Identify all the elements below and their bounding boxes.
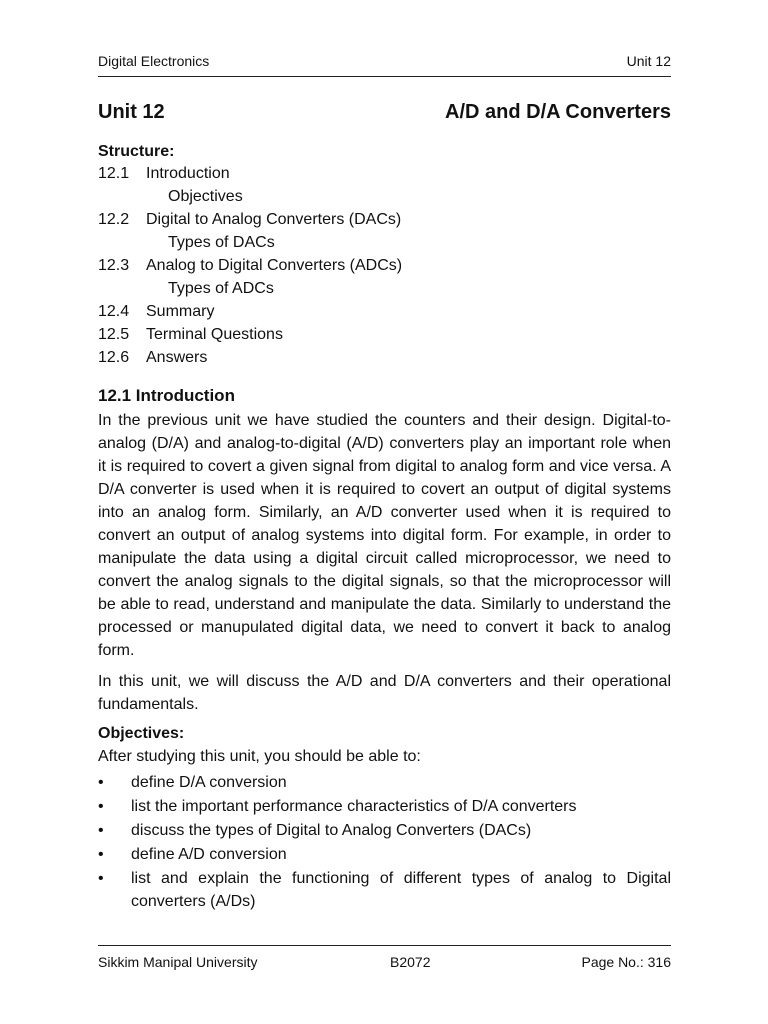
toc-item	[98, 162, 671, 185]
bullet-icon: •	[98, 774, 104, 791]
toc-label: Answers	[146, 349, 208, 366]
objective-text: list the important performance characteristics of D/A converters	[131, 798, 577, 815]
document-page	[98, 0, 671, 1024]
bullet-icon: •	[98, 870, 104, 887]
unit-title	[98, 101, 671, 124]
objectives-intro: After studying this unit, you should be able to:	[98, 748, 421, 765]
objective-text: define A/D conversion	[131, 846, 287, 863]
toc-number: 12.4	[98, 303, 130, 320]
objectives-list	[98, 771, 671, 914]
toc-number: 12.6	[98, 349, 130, 366]
list-item	[98, 771, 671, 794]
header-book-title: Digital Electronics	[98, 53, 210, 69]
header-unit-label: Unit 12	[626, 53, 671, 69]
toc-item	[98, 346, 671, 369]
footer-course-code: B2072	[390, 954, 431, 970]
list-item	[98, 843, 671, 866]
toc-number: 12.5	[98, 326, 130, 343]
toc-item	[98, 254, 671, 277]
toc-item	[98, 208, 671, 231]
objective-text: define D/A conversion	[131, 774, 287, 791]
toc-number: 12.1	[98, 165, 130, 182]
toc-label: Digital to Analog Converters (DACs)	[146, 211, 402, 228]
list-item	[98, 795, 671, 818]
toc-subitem: Types of ADCs	[168, 280, 274, 297]
intro-paragraph: In this unit, we will discuss the A/D and D/A converters and their operational fundamentals.	[98, 673, 671, 713]
toc-label: Summary	[146, 303, 215, 320]
bullet-icon: •	[98, 798, 104, 815]
intro-paragraph: In the previous unit we have studied the counters and their design. Digital-to-analog (D/A) and analog-to-digital (A/D) converters play an important role when it is required to covert a given signal from digital to analog form and vice versa. A D/A converter is used when it is required to covert an output of digital systems into an analog form. Similarly, an A/D converter used when it is required to convert an output of analog systems into digital form. For example, in order to manipulate the data using a digital circuit called microprocessor, we need to convert the analog signals to the digital signals, so that the microprocessor will be able to read, understand and manipulate the data. Similarly to understand the processed or manupulated digital data, we need to convert it back to analog form.	[98, 412, 671, 659]
bullet-icon: •	[98, 846, 104, 863]
section-heading-introduction: 12.1 Introduction	[98, 386, 235, 405]
toc-subitem: Types of DACs	[168, 234, 275, 251]
footer-divider	[98, 945, 671, 946]
structure-heading: Structure:	[98, 143, 175, 160]
footer-page-number: Page No.: 316	[581, 954, 671, 970]
footer-university: Sikkim Manipal University	[98, 954, 258, 970]
header-divider	[98, 76, 671, 77]
list-item	[98, 867, 671, 913]
toc-number: 12.3	[98, 257, 130, 274]
page-header	[98, 53, 671, 69]
toc-item	[98, 300, 671, 323]
toc-label: Terminal Questions	[146, 326, 283, 343]
list-item	[98, 819, 671, 842]
objective-text: list and explain the functioning of different types of analog to Digital converters (A/Ds)	[131, 870, 671, 910]
unit-number: Unit 12	[98, 101, 165, 123]
bullet-icon: •	[98, 822, 104, 839]
toc-label: Introduction	[146, 165, 230, 182]
toc-label: Analog to Digital Converters (ADCs)	[146, 257, 403, 274]
toc-number: 12.2	[98, 211, 130, 228]
unit-name: A/D and D/A Converters	[445, 101, 671, 123]
objectives-heading: Objectives:	[98, 725, 185, 742]
objective-text: discuss the types of Digital to Analog Converters (DACs)	[131, 822, 532, 839]
structure-section	[98, 141, 671, 369]
toc-subitem: Objectives	[168, 188, 243, 205]
toc-item	[98, 323, 671, 346]
